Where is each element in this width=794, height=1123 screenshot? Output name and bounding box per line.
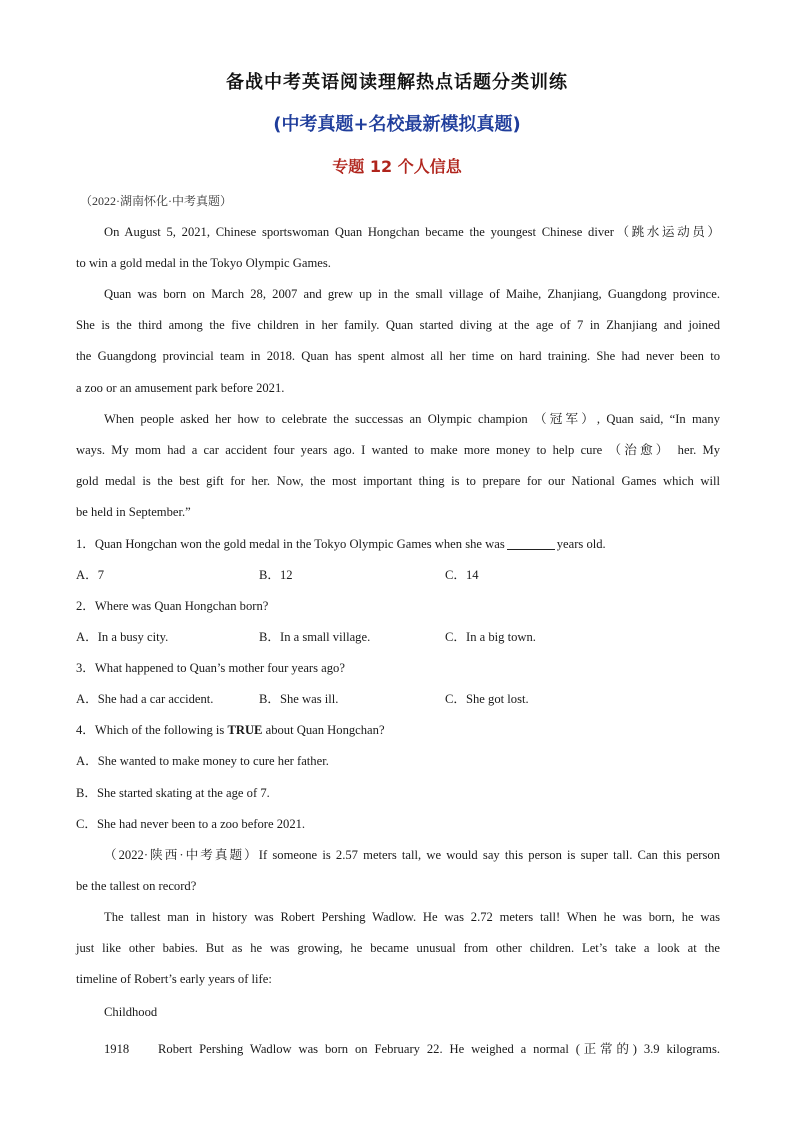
question-4-stem: 4．Which of the following is TRUE about Quan Hongchan? [76,723,385,737]
document-title: 备战中考英语阅读理解热点话题分类训练 [226,72,568,93]
question-1-option-c[interactable]: C．14 [445,568,479,582]
passage1-source: （2022·湖南怀化·中考真题） [80,194,232,208]
passage1-line: She is the third among the five children in her family. Quan started diving at the age of 7 in Zhanjiang and joined [76,318,720,332]
question-4-option-c[interactable]: C．She had never been to a zoo before 2021. [76,817,306,831]
passage2-line: The tallest man in history was Robert Pershing Wadlow. He was 2.72 meters tall! When he was born, he was [104,910,720,924]
timeline-heading: Childhood [104,1005,158,1019]
passage2-line: （2022·陕西·中考真题）If someone is 2.57 meters tall, we would say this person is super tall. Can this person [104,848,720,862]
passage1-line: the Guangdong provincial team in 2018. Quan has spent almost all her time on hard training. She had never been to [76,349,720,363]
question-2-option-a[interactable]: A．In a busy city. [76,630,169,644]
question-1-stem: 1．Quan Hongchan won the gold medal in the Tokyo Olympic Games when she was years old. [76,537,606,551]
passage1-line: a zoo or an amusement park before 2021. [76,381,285,395]
passage2-line: just like other babies. But as he was growing, he became unusual from other children. Let’s take a look at the [76,941,720,955]
passage2-line: be the tallest on record? [76,879,197,893]
passage1-line: Quan was born on March 28, 2007 and grew up in the small village of Maihe, Zhanjiang, Guangdong province. [104,287,720,301]
question-3-option-c[interactable]: C．She got lost. [445,692,529,706]
question-4-option-b[interactable]: B．She started skating at the age of 7. [76,786,270,800]
question-4-option-a[interactable]: A．She wanted to make money to cure her father. [76,754,329,768]
timeline-year: 1918 [104,1042,130,1056]
question-3-stem: 3．What happened to Quan’s mother four years ago? [76,661,345,675]
timeline-event: Robert Pershing Wadlow was born on February 22. He weighed a normal (正常的) 3.9 kilograms. [158,1042,720,1056]
topic-heading: 专题 12 个人信息 [332,157,462,176]
passage1-line: On August 5, 2021, Chinese sportswoman Quan Hongchan became the youngest Chinese diver（跳水运动员） [104,225,720,239]
document-subtitle: (中考真题+名校最新模拟真题) [273,114,521,135]
passage1-line: be held in September.” [76,505,191,519]
answer-blank[interactable] [507,537,555,550]
passage2-line: timeline of Robert’s early years of life: [76,972,272,986]
emphasis-true: TRUE [227,723,263,737]
question-3-option-b[interactable]: B．She was ill. [259,692,339,706]
passage1-line: gold medal is the best gift for her. Now, the most important thing is to prepare for our National Games which will [76,474,720,488]
question-1-option-a[interactable]: A．7 [76,568,104,582]
passage1-line: to win a gold medal in the Tokyo Olympic Games. [76,256,331,270]
question-1-option-b[interactable]: B．12 [259,568,293,582]
question-2-option-c[interactable]: C．In a big town. [445,630,536,644]
question-2-stem: 2．Where was Quan Hongchan born? [76,599,269,613]
question-2-option-b[interactable]: B．In a small village. [259,630,371,644]
question-3-option-a[interactable]: A．She had a car accident. [76,692,214,706]
passage1-line: ways. My mom had a car accident four years ago. I wanted to make more money to help cure （治愈） her. My [76,443,720,457]
passage1-line: When people asked her how to celebrate the successas an Olympic champion （冠军）, Quan said, “In many [104,412,720,426]
